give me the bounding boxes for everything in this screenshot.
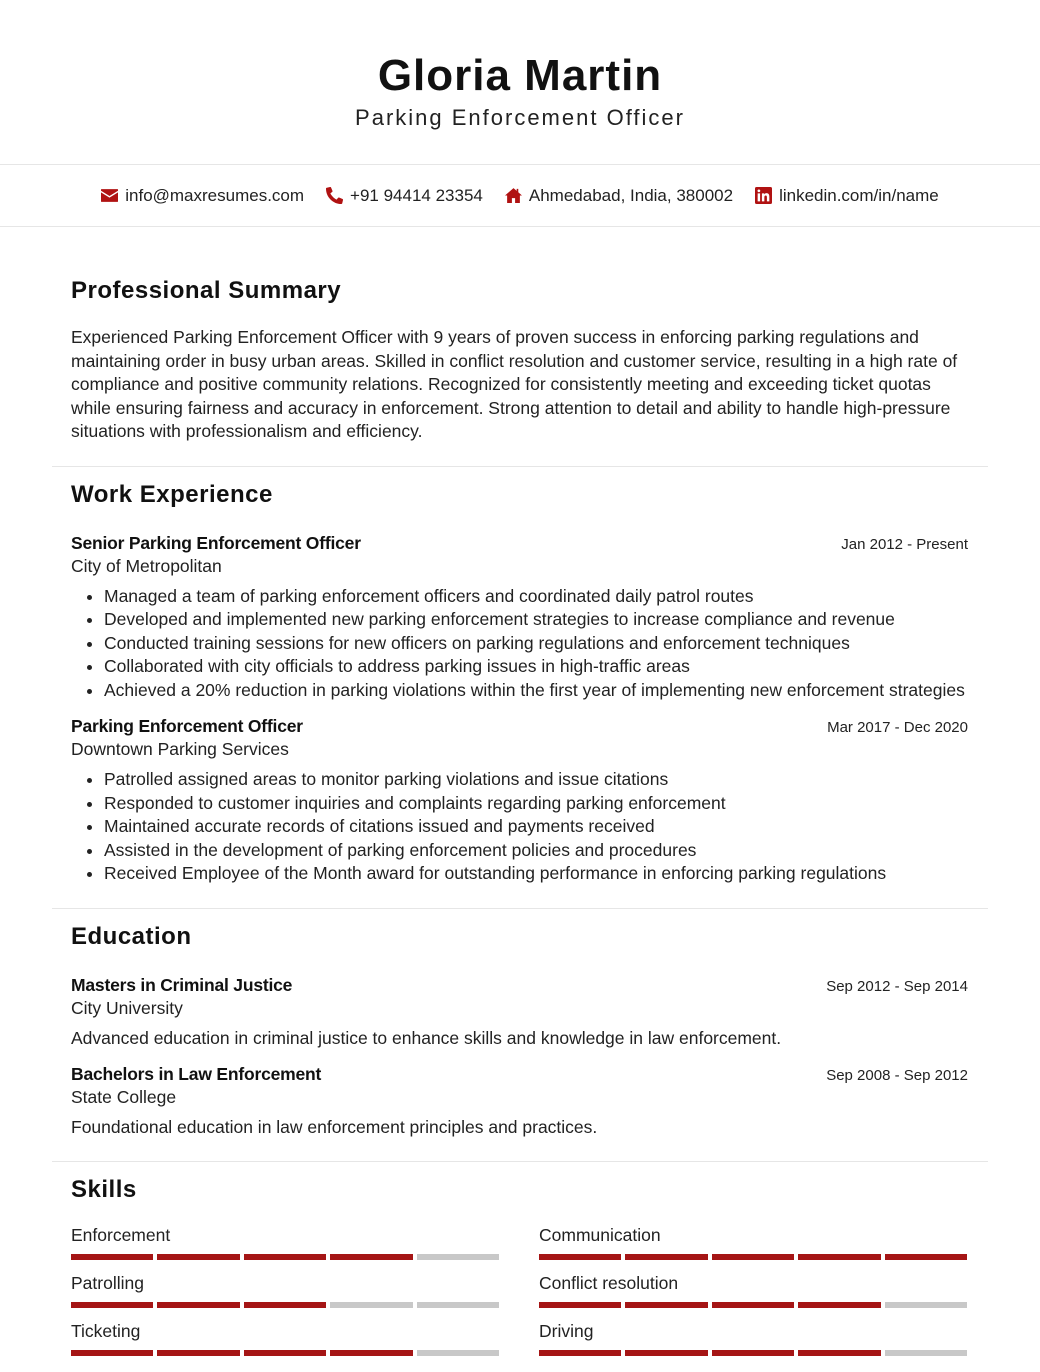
- contact-linkedin[interactable]: [755, 186, 939, 206]
- job-org: City of Metropolitan: [71, 555, 222, 576]
- job-bullet: • Assisted in the development of parking enforcement policies and procedures: [104, 839, 968, 863]
- skill-segment-filled: [539, 1350, 621, 1356]
- skill-segment-filled: [71, 1350, 153, 1356]
- experience-heading: Work Experience: [71, 480, 273, 508]
- skill-segment-filled: [798, 1302, 880, 1308]
- linkedin-icon: [755, 187, 772, 204]
- skill-segment-filled: [625, 1350, 707, 1356]
- address-text: Ahmedabad, India, 380002: [528, 185, 734, 205]
- skill-segment-filled: [885, 1254, 967, 1260]
- skill-segment-filled: [244, 1302, 326, 1308]
- job-bullet: • Patrolled assigned areas to monitor parking violations and issue citations: [104, 768, 968, 792]
- skill-item: [71, 1224, 499, 1260]
- skill-segment-filled: [712, 1350, 794, 1356]
- skill-name: Enforcement: [71, 1224, 171, 1245]
- skill-name: Ticketing: [71, 1320, 141, 1341]
- skill-segment-empty: [330, 1302, 412, 1308]
- degree-title: Bachelors in Law Enforcement: [71, 1063, 322, 1084]
- skill-segment-filled: [330, 1254, 412, 1260]
- skill-level-bar: [539, 1302, 967, 1308]
- candidate-name: Gloria Martin: [377, 51, 663, 100]
- experience-section: [52, 467, 988, 909]
- candidate-title: Parking Enforcement Officer: [355, 105, 685, 130]
- linkedin-text: linkedin.com/in/name: [779, 185, 939, 205]
- education-heading: Education: [71, 922, 192, 950]
- education-section: [52, 909, 988, 1162]
- skill-segment-filled: [157, 1350, 239, 1356]
- skill-segment-filled: [625, 1302, 707, 1308]
- envelope-icon: [101, 187, 118, 204]
- school-name: State College: [71, 1086, 177, 1107]
- job-bullets: [71, 768, 968, 886]
- skill-segment-filled: [712, 1254, 794, 1260]
- job-bullet: • Received Employee of the Month award for outstanding performance in enforcing parking regulations: [104, 862, 968, 886]
- job-date: Mar 2017 - Dec 2020: [827, 719, 968, 736]
- skill-segment-filled: [157, 1302, 239, 1308]
- skill-segment-empty: [885, 1350, 967, 1356]
- job-title: Senior Parking Enforcement Officer: [71, 532, 361, 553]
- skill-segment-filled: [539, 1302, 621, 1308]
- job-bullet: • Achieved a 20% reduction in parking violations within the first year of implementing new enforcement strategies: [104, 679, 968, 703]
- skill-segment-filled: [798, 1254, 880, 1260]
- job-org: Downtown Parking Services: [71, 739, 289, 759]
- education-entry: [71, 1063, 968, 1139]
- job-date: Jan 2012 - Present: [841, 535, 968, 553]
- contact-email[interactable]: [101, 186, 304, 206]
- skill-segment-filled: [71, 1254, 153, 1260]
- skill-segment-filled: [798, 1350, 880, 1356]
- phone-text: +91 94414 23354: [350, 185, 483, 205]
- email-text: info@maxresumes.com: [125, 185, 305, 205]
- education-entry: [71, 974, 968, 1050]
- skill-segment-filled: [330, 1350, 412, 1356]
- skill-segment-empty: [417, 1350, 499, 1356]
- skill-segment-filled: [71, 1302, 153, 1308]
- skill-item: [539, 1224, 967, 1260]
- job-entry: [71, 532, 968, 703]
- skill-level-bar: [539, 1350, 967, 1356]
- skill-name: Conflict resolution: [539, 1272, 679, 1293]
- skill-segment-empty: [417, 1302, 499, 1308]
- skill-segment-filled: [539, 1254, 621, 1260]
- summary-section: [52, 227, 988, 467]
- skill-item: [71, 1272, 499, 1308]
- skill-segment-filled: [157, 1254, 239, 1260]
- skill-segment-filled: [244, 1350, 326, 1356]
- school-name: City University: [71, 997, 183, 1018]
- education-desc: Foundational education in law enforcement principles and practices.: [71, 1116, 598, 1137]
- degree-title: Masters in Criminal Justice: [71, 974, 293, 995]
- summary-text: Experienced Parking Enforcement Officer with 9 years of proven success in enforcing parking regulations and maintaining order in busy urban areas. Skilled in conflict resolution and customer service, resulting in a high rate of compliance and positive community relations. Recognized for consistently meeting and exceeding ticket quotas while ensuring fairness and accuracy in enforcement. Strong attention to detail and ability to handle high-pressure situations with professionalism and efficiency.: [71, 327, 958, 441]
- skill-name: Driving: [539, 1320, 594, 1341]
- contact-bar: [0, 164, 1040, 227]
- summary-heading: Professional Summary: [71, 277, 342, 304]
- education-date: Sep 2008 - Sep 2012: [826, 1066, 968, 1084]
- job-bullets: [71, 585, 968, 703]
- education-date: Sep 2012 - Sep 2014: [826, 977, 968, 995]
- skills-heading: Skills: [71, 1175, 137, 1203]
- skills-grid: [71, 1224, 968, 1356]
- job-entry: [71, 715, 968, 886]
- job-bullet: • Managed a team of parking enforcement officers and coordinated daily patrol routes: [104, 585, 968, 609]
- skill-segment-empty: [885, 1302, 967, 1308]
- skill-segment-filled: [625, 1254, 707, 1260]
- skill-name: Patrolling: [71, 1272, 144, 1293]
- home-icon: [505, 187, 522, 204]
- job-bullet: • Maintained accurate records of citations issued and payments received: [104, 815, 968, 839]
- job-bullet: • Conducted training sessions for new officers on parking regulations and enforcement techniques: [104, 632, 968, 656]
- resume-header: [0, 0, 1040, 164]
- job-title: Parking Enforcement Officer: [71, 716, 303, 736]
- contact-phone[interactable]: [326, 186, 483, 206]
- skill-level-bar: [71, 1302, 499, 1308]
- education-desc: Advanced education in criminal justice to enhance skills and knowledge in law enforcement.: [71, 1027, 782, 1048]
- job-bullet: • Responded to customer inquiries and complaints regarding parking enforcement: [104, 792, 968, 816]
- skill-name: Communication: [539, 1224, 661, 1245]
- skill-item: [539, 1320, 967, 1356]
- skill-level-bar: [71, 1254, 499, 1260]
- job-bullet: • Developed and implemented new parking enforcement strategies to increase compliance and revenue: [104, 608, 968, 632]
- skill-level-bar: [539, 1254, 967, 1260]
- job-bullet: • Collaborated with city officials to address parking issues in high-traffic areas: [104, 655, 968, 679]
- skill-item: [71, 1320, 499, 1356]
- phone-icon: [326, 187, 343, 204]
- skill-segment-filled: [712, 1302, 794, 1308]
- skill-segment-empty: [417, 1254, 499, 1260]
- skill-level-bar: [71, 1350, 499, 1356]
- skill-segment-filled: [244, 1254, 326, 1260]
- skill-item: [539, 1272, 967, 1308]
- contact-address: [505, 186, 733, 206]
- skills-section: [52, 1162, 988, 1356]
